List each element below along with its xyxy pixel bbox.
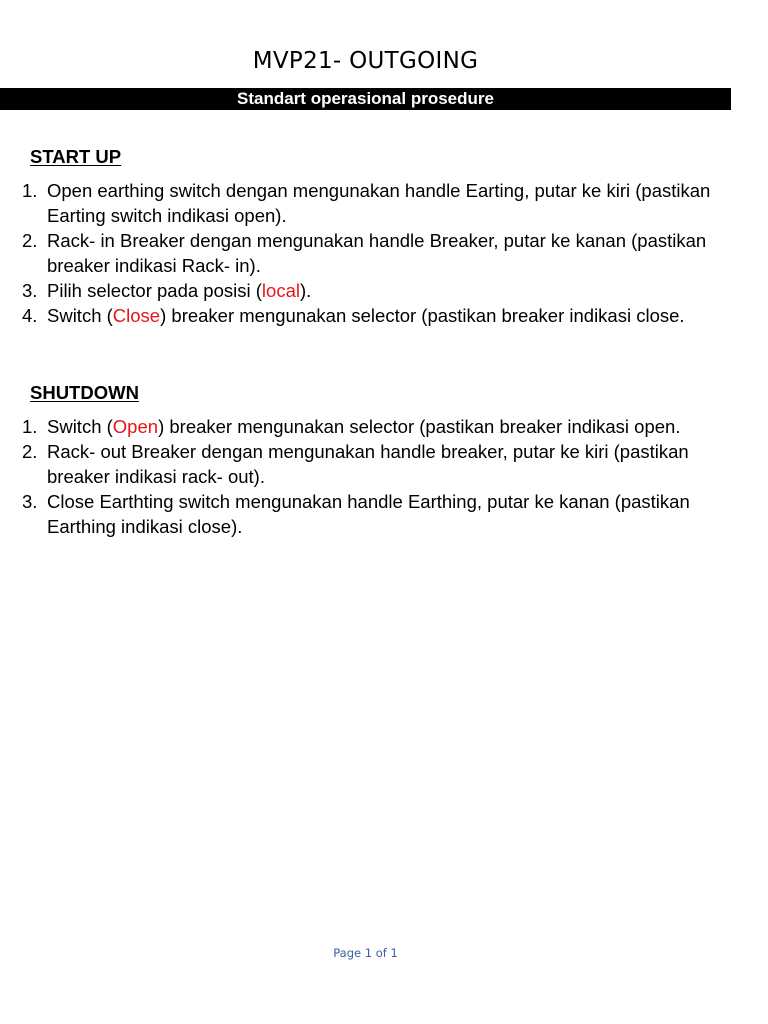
step-text: Switch ( [47, 305, 113, 326]
step-text: ) breaker mengunakan selector (pastikan breaker indikasi open. [158, 416, 681, 437]
startup-step [0, 303, 740, 328]
highlighted-term: Close [112, 305, 161, 326]
shutdown-section [0, 380, 740, 539]
highlighted-term: local [261, 280, 300, 301]
step-text: ) breaker mengunakan selector (pastikan breaker indikasi close. [160, 305, 685, 326]
shutdown-step [0, 439, 740, 489]
startup-heading: START UP [30, 146, 122, 167]
page-number-footer: Page 1 of 1 [333, 946, 398, 960]
shutdown-step [0, 414, 740, 439]
step-number: 3. [22, 491, 38, 512]
step-number: 3. [22, 280, 38, 301]
step-text: Rack- out Breaker dengan mengunakan handle breaker, putar ke kiri (pastikan breaker indikasi rack- out). [47, 441, 689, 487]
startup-step [0, 228, 740, 278]
subtitle-banner [0, 88, 731, 110]
shutdown-step [0, 489, 740, 539]
document-title: MVP21- OUTGOING [252, 48, 479, 74]
step-number: 1. [22, 416, 38, 437]
step-text: Switch ( [47, 416, 113, 437]
subtitle-text: Standart operasional prosedure [237, 89, 494, 108]
step-number: 4. [22, 305, 38, 326]
step-number: 2. [22, 230, 38, 251]
shutdown-steps-list [0, 414, 740, 539]
highlighted-term: Open [112, 416, 159, 437]
step-number: 1. [22, 180, 38, 201]
startup-step [0, 178, 740, 228]
startup-step [0, 278, 740, 303]
shutdown-heading: SHUTDOWN [30, 382, 139, 403]
step-text: ). [299, 280, 312, 301]
step-text: Close Earthting switch mengunakan handle Earthing, putar ke kanan (pastikan Earthing indikasi close). [47, 491, 690, 537]
step-number: 2. [22, 441, 38, 462]
startup-steps-list [0, 178, 740, 328]
step-text: Open earthing switch dengan mengunakan handle Earting, putar ke kiri (pastikan Earting switch indikasi open). [47, 180, 711, 226]
step-text: Rack- in Breaker dengan mengunakan handle Breaker, putar ke kanan (pastikan breaker indikasi Rack- in). [47, 230, 707, 276]
step-text: Pilih selector pada posisi ( [47, 280, 262, 301]
startup-section [0, 144, 740, 328]
